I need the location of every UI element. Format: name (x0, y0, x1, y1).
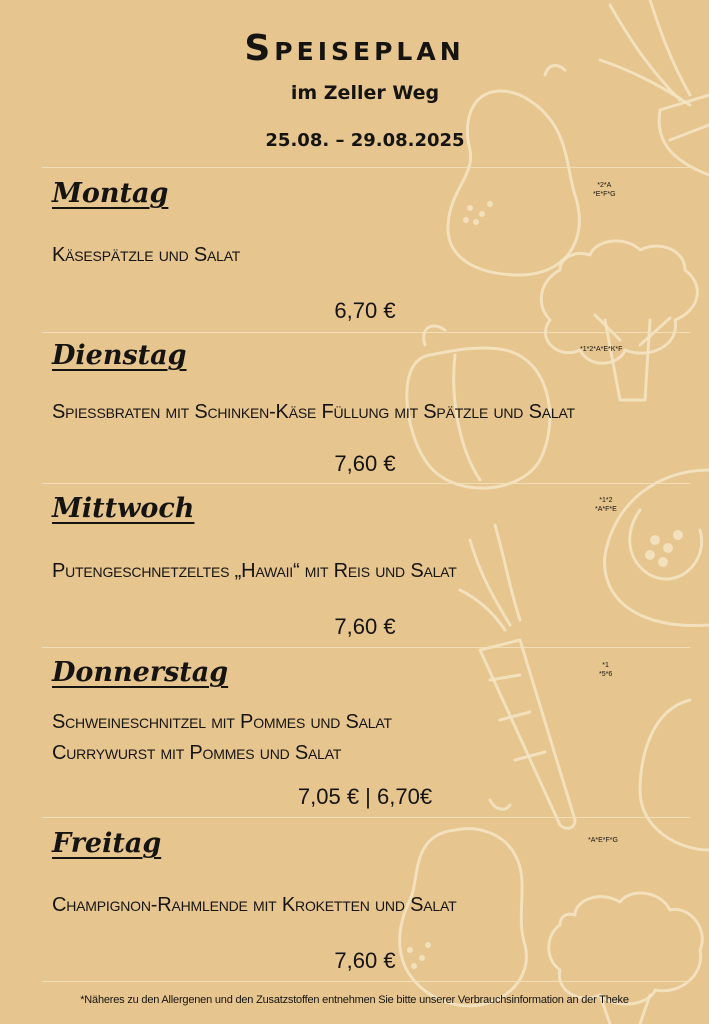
allergen-codes-freitag: *A*E*F*G (588, 837, 618, 844)
allergen-footnote: *Näheres zu den Allergenen und den Zusatzstoffen entnehmen Sie bitte unserer Verbrauchsinformation an der Theke (80, 994, 629, 1006)
divider (42, 817, 690, 818)
price-freitag: 7,60 € (334, 948, 396, 973)
day-heading-dienstag: Dienstag (52, 340, 187, 371)
divider (42, 483, 690, 484)
dish-freitag-1: Champignon-Rahmlende mit Kroketten und Salat (52, 894, 457, 916)
allergen-codes-donnerstag: *1 *5*6 (599, 662, 613, 678)
day-heading-mittwoch: Mittwoch (52, 493, 195, 524)
dish-dienstag-1: Spießbraten mit Schinken-Käse Füllung mit Spätzle und Salat (52, 401, 575, 423)
divider (42, 981, 690, 982)
allergen-codes-mittwoch: *1*2 *A*F*E (595, 497, 617, 513)
allergen-codes-dienstag: *1*2*A*E*K*F (580, 346, 623, 353)
divider (42, 167, 690, 168)
divider (42, 332, 690, 333)
dish-donnerstag-1: Schweineschnitzel mit Pommes und Salat (52, 711, 392, 733)
price-dienstag: 7,60 € (334, 451, 396, 476)
date-range: 25.08. – 29.08.2025 (265, 130, 465, 151)
day-heading-montag: Montag (52, 178, 169, 209)
price-montag: 6,70 € (334, 298, 396, 323)
location-subtitle: im Zeller Weg (290, 82, 440, 104)
price-donnerstag: 7,05 € | 6,70€ (297, 784, 433, 809)
allergen-codes-montag: *2*A *E*F*G (593, 182, 616, 198)
price-mittwoch: 7,60 € (334, 614, 396, 639)
dish-montag-1: Käsespätzle und Salat (52, 244, 241, 266)
page-title: Speiseplan (244, 28, 465, 69)
dish-mittwoch-1: Putengeschnetzeltes „Hawaii“ mit Reis und Salat (52, 560, 457, 582)
day-heading-freitag: Freitag (52, 828, 162, 859)
dish-donnerstag-2: Currywurst mit Pommes und Salat (52, 742, 342, 764)
divider (42, 647, 690, 648)
day-heading-donnerstag: Donnerstag (52, 657, 229, 688)
